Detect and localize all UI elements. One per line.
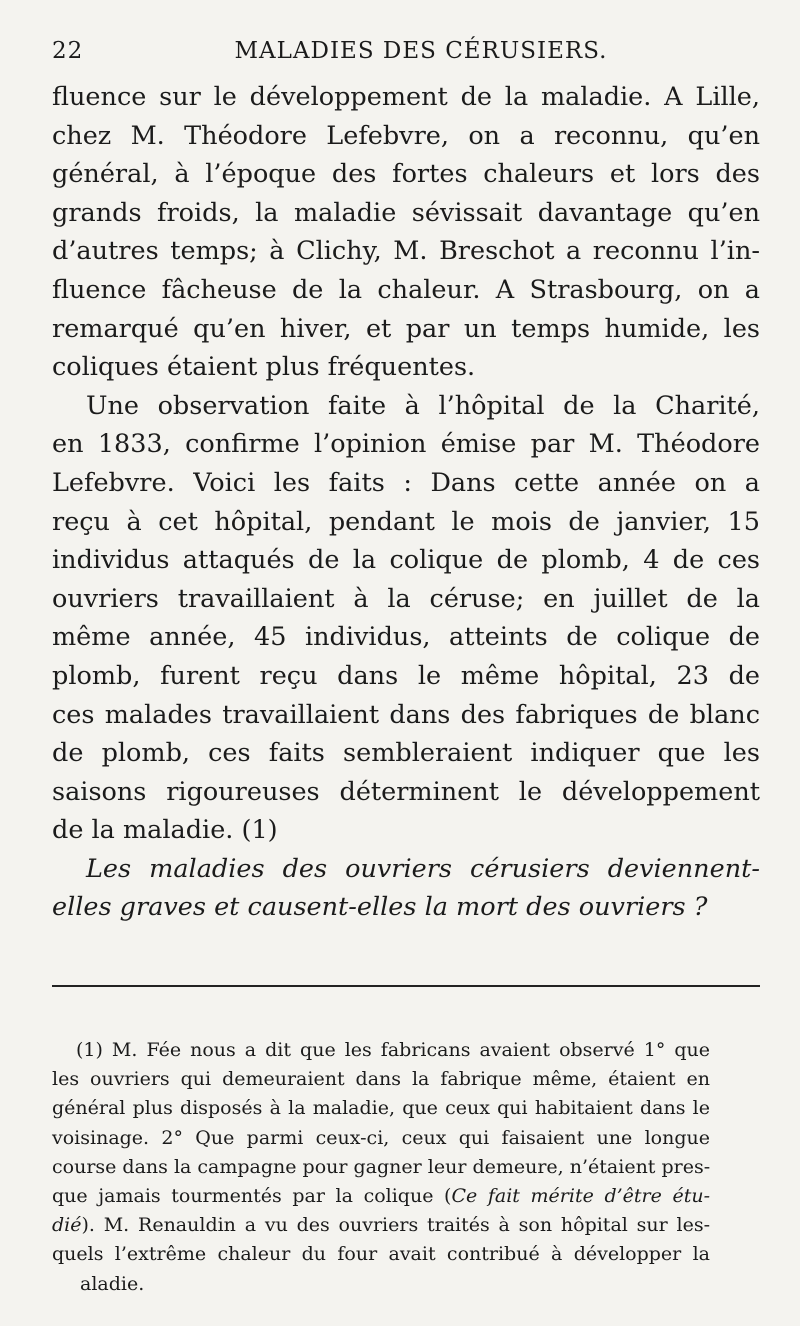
text-line: général, à l’époque des fortes chaleurs et lors des (52, 159, 760, 190)
text-line: plomb, furent reçu dans le même hôpital, 23 de (52, 660, 760, 691)
text-line: ces malades travaillaient dans des fabriques de blanc (52, 699, 760, 730)
text-line: reçu à cet hôpital, pendant le mois de janvier, 15 (52, 506, 760, 537)
main-text (52, 78, 760, 927)
text-line: chez M. Théodore Lefebvre, on a reconnu, qu’en (52, 120, 760, 151)
page-number: 22 (52, 38, 84, 64)
text-line: même année, 45 individus, atteints de colique de (52, 622, 760, 653)
footnote-text: ). M. Renauldin a vu des ouvriers traités à son hôpital sur les- (81, 1214, 710, 1237)
paragraph-start-line: Une observation faite à l’hôpital de la Charité, (86, 390, 760, 421)
text-line: d’autres temps; à Clichy, M. Breschot a reconnu l’in- (52, 236, 760, 267)
italic-question-line: elles graves et causent-elles la mort des ouvriers ? (52, 892, 708, 923)
footnote-line (52, 1211, 710, 1240)
page-header (52, 38, 760, 74)
footnote-separator-rule (52, 985, 760, 987)
footnote-line (52, 1182, 710, 1211)
text-line: individus attaqués de la colique de plomb, 4 de ces (52, 545, 760, 576)
text-line: en 1833, confirme l’opinion émise par M. Théodore (52, 429, 760, 460)
text-line-footnote-ref: de la maladie. (1) (52, 815, 278, 846)
footnote (52, 1036, 710, 1299)
text-line: coliques étaient plus fréquentes. (52, 352, 476, 383)
footnote-italic-text: dié (52, 1214, 82, 1237)
footnote-line: course dans la campagne pour gagner leur demeure, n’étaient pres- (52, 1155, 711, 1178)
italic-question-line: Les maladies des ouvriers cérusiers deviennent- (86, 853, 760, 884)
footnote-line: voisinage. 2° Que parmi ceux-ci, ceux qui faisaient une longue (52, 1126, 710, 1149)
footnote-text: que jamais tourmentés par la colique ( (52, 1184, 452, 1207)
text-line: fluence sur le développement de la maladie. A Lille, (52, 82, 760, 112)
footnote-line: (1) M. Fée nous a dit que les fabricans avaient observé 1° que (76, 1039, 710, 1061)
footnote-italic-text: Ce fait mérite d’être étu- (451, 1184, 710, 1207)
running-title: MALADIES DES CÉRUSIERS. (234, 38, 608, 64)
text-line: ouvriers travaillaient à la céruse; en juillet de la (52, 583, 760, 614)
footnote-line: quels l’extrême chaleur du four avait contribué à développer la (52, 1243, 710, 1266)
text-line: grands froids, la maladie sévissait davantage qu’en (52, 197, 760, 228)
text-line: fluence fâcheuse de la chaleur. A Strasbourg, on a (52, 274, 760, 305)
footnote-line: général plus disposés à la maladie, que ceux qui habitaient dans le (52, 1097, 710, 1120)
text-line: saisons rigoureuses déterminent le développement (52, 776, 760, 807)
text-line: de plomb, ces faits sembleraient indiquer que les (52, 738, 760, 769)
footnote-line: aladie. (80, 1272, 145, 1295)
text-line: Lefebvre. Voici les faits : Dans cette année on a (52, 467, 760, 498)
text-line: remarqué qu’en hiver, et par un temps humide, les (52, 313, 760, 344)
footnote-line: les ouvriers qui demeuraient dans la fabrique même, étaient en (52, 1068, 710, 1091)
